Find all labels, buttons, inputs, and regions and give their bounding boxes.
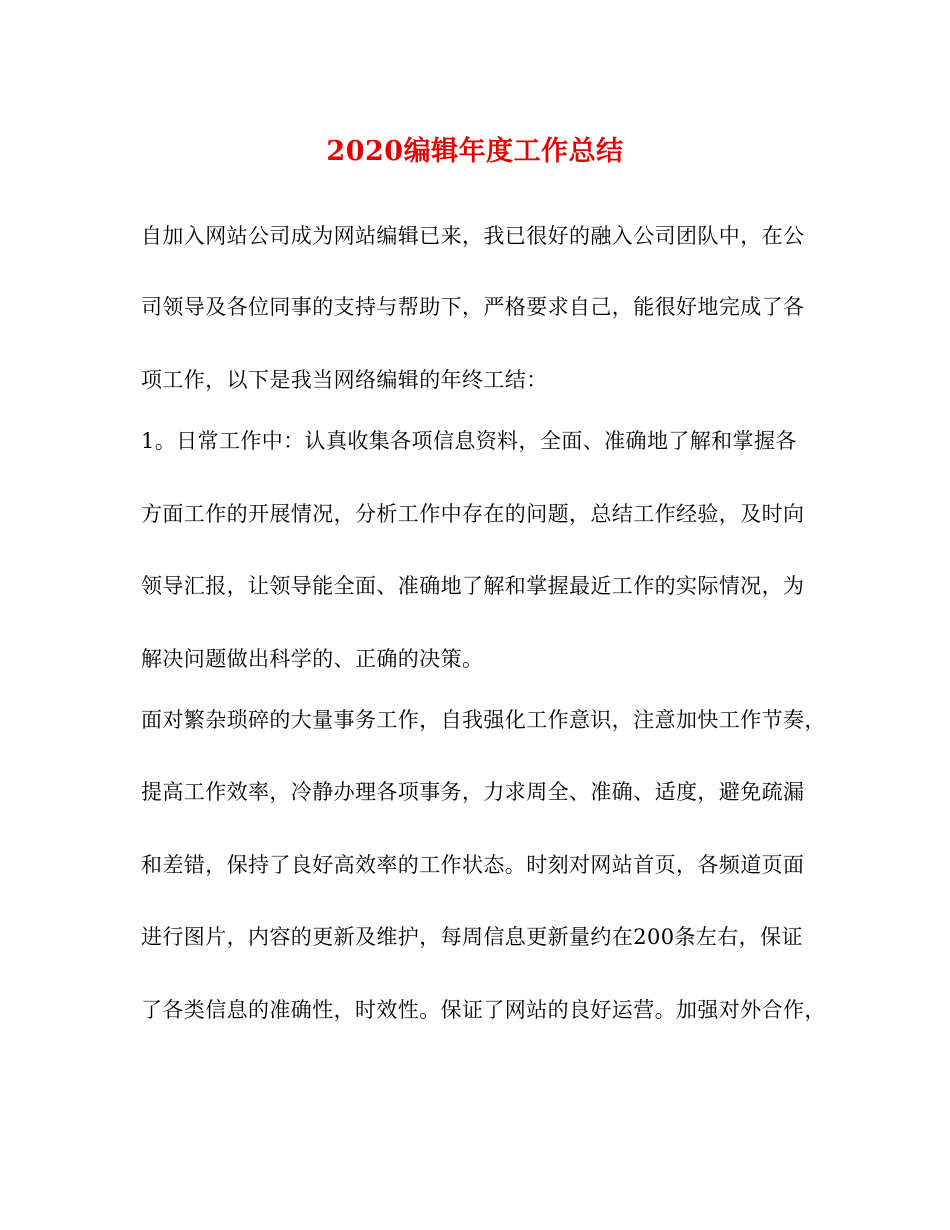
body-line: 自加入网站公司成为网站编辑已来，我已很好的融入公司团队中，在公 [141, 224, 805, 248]
body-line: 提高工作效率，冷静办理各项事务，力求周全、准确、适度，避免疏漏 [141, 780, 805, 804]
body-line: 司领导及各位同事的支持与帮助下，严格要求自己，能很好地完成了各 [141, 295, 805, 319]
body-line: 和差错，保持了良好高效率的工作状态。时刻对网站首页，各频道页面 [141, 853, 805, 877]
document-title: 2020编辑年度工作总结 [326, 136, 624, 167]
body-line: 面对繁杂琐碎的大量事务工作，自我强化工作意识，注意加快工作节奏， [141, 708, 826, 732]
body-line: 方面工作的开展情况，分析工作中存在的问题，总结工作经验，及时向 [141, 502, 805, 526]
body-line: 1。日常工作中：认真收集各项信息资料，全面、准确地了解和掌握各 [141, 429, 797, 453]
body-line: 项工作，以下是我当网络编辑的年终工结： [141, 368, 548, 392]
body-line: 解决问题做出科学的、正确的决策。 [141, 647, 484, 671]
body-line: 领导汇报，让领导能全面、准确地了解和掌握最近工作的实际情况，为 [141, 574, 805, 598]
body-line: 进行图片，内容的更新及维护，每周信息更新量约在200条左右，保证 [141, 925, 803, 949]
body-line: 了各类信息的准确性，时效性。保证了网站的良好运营。加强对外合作， [141, 998, 826, 1022]
